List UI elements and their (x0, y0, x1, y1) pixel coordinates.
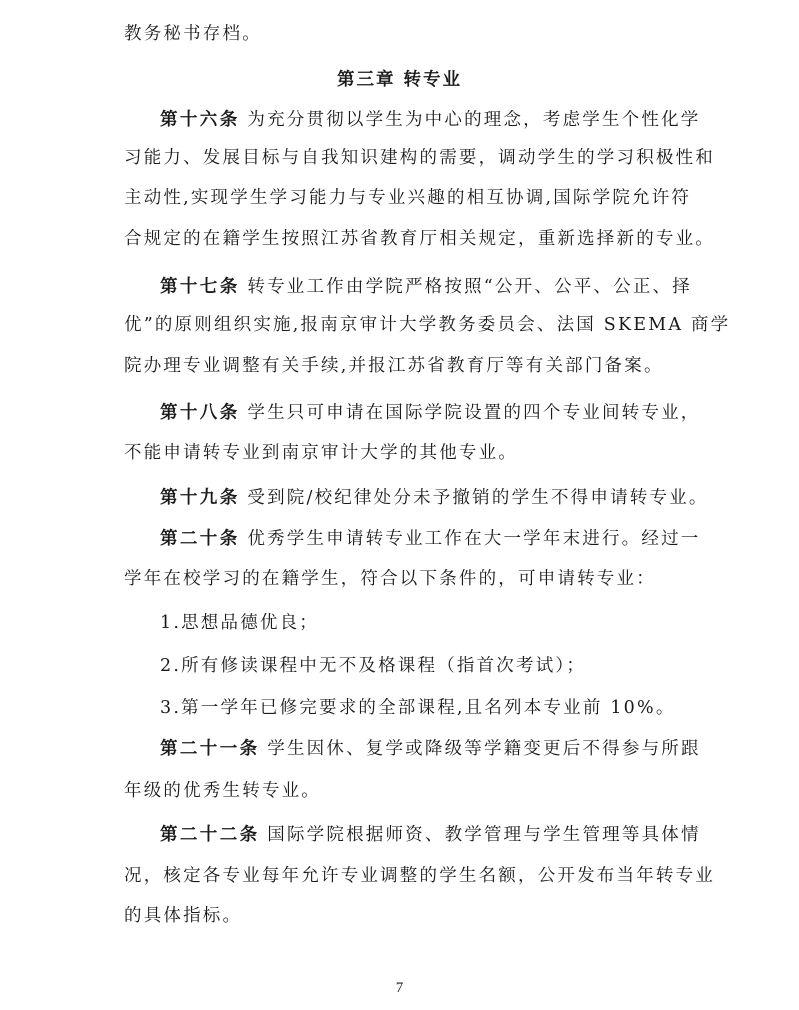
article-16-line: 习能力、发展目标与自我知识建构的需要，调动学生的学习积极性和 (124, 148, 715, 168)
article-17-text: 转专业工作由学院严格按照“公开、公平、公正、择 (247, 277, 692, 297)
article-18-label: 第十八条 (160, 403, 240, 423)
article-21-first-line (160, 737, 701, 761)
page-number: 7 (395, 980, 404, 996)
article-18-first-line (160, 401, 701, 425)
article-21-label: 第二十一条 (160, 739, 260, 759)
article-19-first-line (160, 486, 709, 510)
article-19-label: 第十九条 (160, 488, 240, 508)
article-16-label: 第十六条 (160, 110, 240, 130)
article-16-first-line (160, 108, 701, 132)
article-22-line: 况，核定各专业每年允许专业调整的学生名额，公开发布当年转专业 (124, 866, 715, 886)
article-22-label: 第二十二条 (160, 825, 260, 845)
article-18-text: 学生只可申请在国际学院设置的四个专业间转专业， (247, 403, 701, 423)
article-16-line: 合规定的在籍学生按照江苏省教育厅相关规定，重新选择新的专业。 (124, 229, 715, 249)
article-20-line: 学年在校学习的在籍学生，符合以下条件的，可申请转专业： (124, 569, 656, 589)
article-20-text: 优秀学生申请转专业工作在大一学年末进行。经过一 (247, 529, 701, 549)
article-17-line: 优”的原则组织实施,报南京审计大学教务委员会、法国 SKEMA 商学 (124, 315, 731, 335)
article-20-first-line (160, 527, 701, 551)
article-21-text: 学生因休、复学或降级等学籍变更后不得参与所跟 (267, 739, 701, 759)
article-19-text: 受到院/校纪律处分未予撤销的学生不得申请转专业。 (247, 488, 709, 508)
condition-item: 1.思想品德优良； (160, 613, 319, 633)
article-21-line: 年级的优秀生转专业。 (124, 781, 321, 801)
chapter-title: 第三章 转专业 (336, 70, 463, 90)
article-16-line: 主动性,实现学生学习能力与专业兴趣的相互协调,国际学院允许符 (124, 188, 692, 208)
article-22-line: 的具体指标。 (124, 906, 243, 926)
article-17-line: 院办理专业调整有关手续,并报江苏省教育厅等有关部门备案。 (124, 356, 664, 376)
article-17-first-line (160, 275, 692, 299)
article-18-line: 不能申请转专业到南京审计大学的其他专业。 (124, 443, 518, 463)
article-22-first-line (160, 823, 701, 847)
condition-item: 3.第一学年已修完要求的全部课程,且名列本专业前 10%。 (160, 698, 676, 718)
article-22-text: 国际学院根据师资、教学管理与学生管理等具体情 (267, 825, 701, 845)
continuation-text: 教务秘书存档。 (124, 24, 262, 44)
condition-item: 2.所有修读课程中无不及格课程（指首次考试）； (160, 656, 587, 676)
article-17-label: 第十七条 (160, 277, 240, 297)
article-20-label: 第二十条 (160, 529, 240, 549)
article-16-text: 为充分贯彻以学生为中心的理念，考虑学生个性化学 (247, 110, 701, 130)
